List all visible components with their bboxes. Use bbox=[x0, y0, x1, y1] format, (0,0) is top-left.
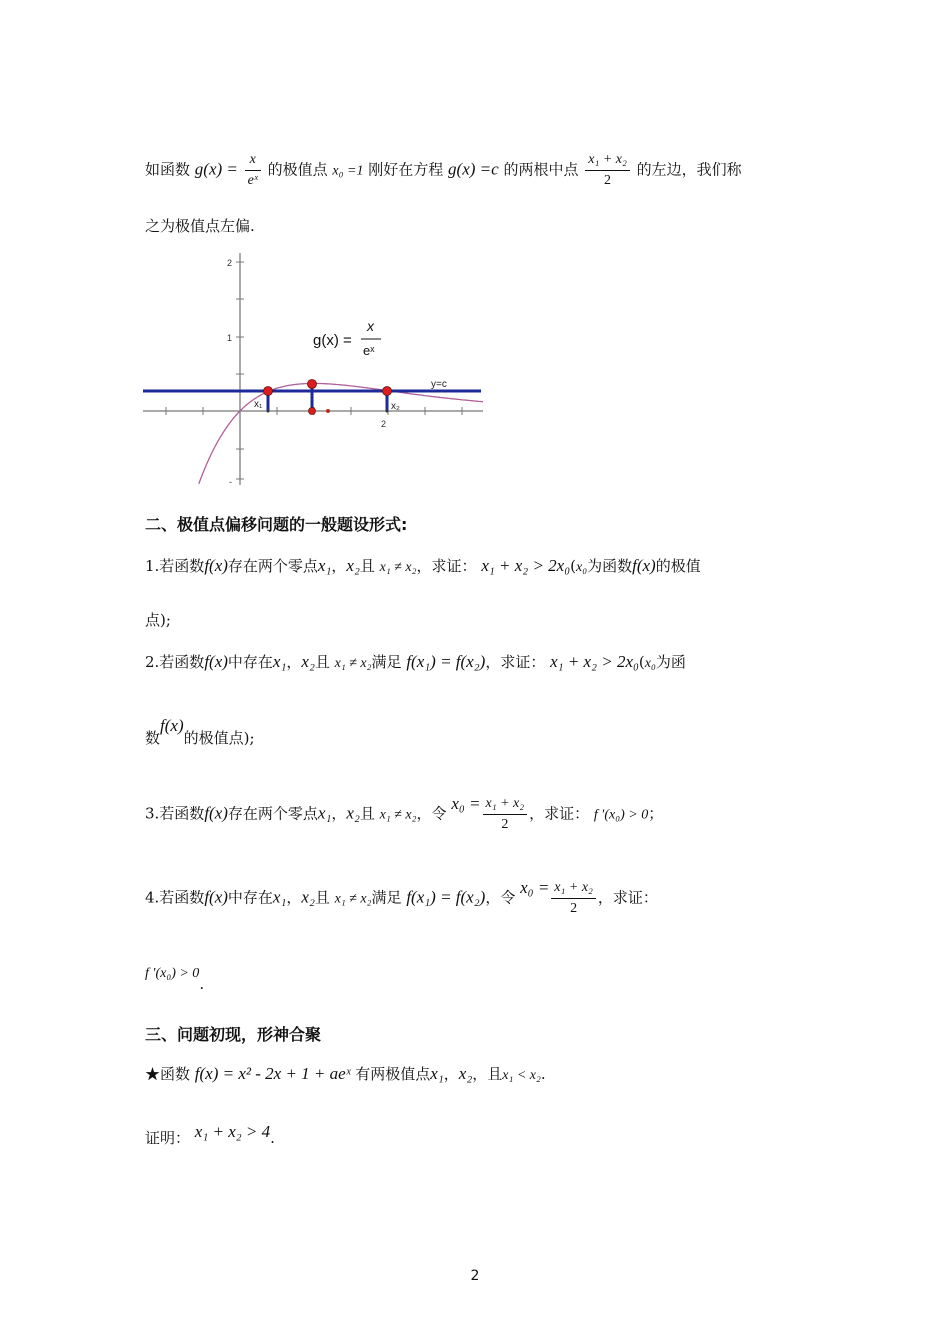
math: x₁ bbox=[317, 803, 332, 823]
curve-g bbox=[199, 383, 483, 484]
text: 满足 bbox=[371, 653, 402, 671]
math: x₀ bbox=[644, 656, 656, 671]
math: x₂ bbox=[301, 887, 315, 907]
point-max bbox=[308, 380, 317, 389]
text: 3.若函数 bbox=[145, 804, 205, 823]
page-number: 2 bbox=[470, 1268, 480, 1284]
frac-den: 2 bbox=[604, 173, 612, 188]
line-label: y=c bbox=[431, 379, 447, 390]
section2-heading: 二、极值点偏移问题的一般题设形式: bbox=[145, 515, 408, 534]
formula-den: eˣ bbox=[363, 343, 375, 358]
math: x₁ bbox=[317, 556, 332, 575]
math: x₀ = bbox=[520, 877, 550, 897]
text: ★函数 bbox=[145, 1065, 191, 1083]
fraction-x0 bbox=[551, 878, 596, 919]
math-gc: g(x) =c bbox=[448, 159, 499, 179]
text: ( bbox=[638, 653, 645, 671]
text: 存在两个零点 bbox=[227, 557, 318, 575]
problem-line bbox=[145, 1064, 546, 1086]
text: 为函数 bbox=[587, 557, 633, 575]
fraction-midpoint bbox=[585, 150, 630, 191]
frac-den: 2 bbox=[570, 901, 578, 916]
math: f ′(x₀) > 0 bbox=[593, 807, 649, 823]
text: 中存在 bbox=[227, 888, 273, 907]
text: 为函 bbox=[655, 653, 686, 671]
y-tick-label-1: 1 bbox=[227, 333, 233, 343]
item2-line1 bbox=[145, 652, 686, 674]
frac-num: x₁ + x₂ bbox=[585, 150, 630, 171]
graph-formula bbox=[313, 318, 381, 358]
math: f(x) bbox=[204, 556, 228, 575]
item3-line bbox=[145, 794, 663, 835]
math: x₂ bbox=[346, 556, 360, 575]
frac-num: x bbox=[245, 150, 261, 171]
math: f(x) bbox=[204, 652, 228, 671]
proof-line bbox=[145, 1122, 275, 1148]
point-midpoint bbox=[326, 409, 330, 413]
text: ， bbox=[331, 557, 347, 575]
math: x₂ bbox=[301, 652, 315, 671]
text: ，令 bbox=[416, 804, 447, 823]
text: 2.若函数 bbox=[145, 653, 205, 671]
formula-num: x bbox=[367, 318, 374, 334]
fraction-x-over-ex bbox=[245, 150, 261, 191]
text: ，令 bbox=[485, 888, 516, 907]
math: x₂ bbox=[458, 1064, 473, 1083]
x1-label: x₁ bbox=[254, 399, 263, 410]
text: 且 bbox=[359, 804, 375, 823]
text: 1.若函数 bbox=[145, 557, 205, 575]
text: 且 bbox=[359, 557, 375, 575]
text: 证明： bbox=[145, 1129, 191, 1147]
intro-line-1 bbox=[145, 150, 742, 191]
text: 的两根中点 bbox=[503, 160, 579, 179]
text: 且 bbox=[314, 653, 330, 671]
text: ， bbox=[286, 888, 302, 907]
text: 刚好在方程 bbox=[368, 160, 444, 179]
text: 有两极值点 bbox=[355, 1065, 431, 1083]
text: . bbox=[540, 1065, 546, 1083]
text: 的极值 bbox=[655, 557, 701, 575]
text: 数 bbox=[145, 729, 161, 747]
frac-den: eˣ bbox=[247, 173, 258, 188]
math: x₁ + x₂ > 2x₀ bbox=[550, 652, 639, 671]
text: . bbox=[270, 1129, 275, 1147]
text: 之为极值点左偏. bbox=[145, 217, 255, 235]
fraction-x0 bbox=[483, 794, 528, 835]
x-tick-label-2: 2 bbox=[381, 419, 387, 429]
math: x₁ ≠ x₂ bbox=[334, 891, 372, 907]
text: 且 bbox=[314, 888, 330, 907]
point-x2 bbox=[383, 387, 392, 396]
text: 如函数 bbox=[145, 160, 191, 179]
text: 4.若函数 bbox=[145, 888, 205, 907]
formula-lhs: g(x) = bbox=[313, 332, 352, 349]
text: . bbox=[199, 975, 205, 993]
item1-line2 bbox=[145, 610, 171, 630]
function-graph bbox=[143, 253, 483, 485]
text: ， bbox=[286, 653, 302, 671]
math: x₂ bbox=[346, 803, 360, 823]
math: f(x) bbox=[204, 887, 228, 907]
text: ； bbox=[648, 804, 664, 823]
math: f(x₁) = f(x₂) bbox=[406, 652, 486, 671]
point-x2-axis bbox=[386, 410, 389, 413]
text: ，求证： bbox=[529, 804, 590, 823]
math: x₁ ≠ x₂ bbox=[379, 807, 417, 823]
text: ，求证： bbox=[597, 888, 658, 907]
text: 满足 bbox=[371, 888, 402, 907]
text: 点); bbox=[145, 611, 171, 629]
math: x₁ + x₂ > 4 bbox=[194, 1122, 271, 1141]
text: 存在两个零点 bbox=[227, 804, 318, 823]
math: x₀ = bbox=[451, 793, 481, 813]
y-tick-label-neg: - bbox=[229, 477, 232, 485]
section3-heading: 三、问题初现，形神合聚 bbox=[145, 1025, 322, 1044]
x2-label: x₂ bbox=[391, 401, 400, 412]
math: x₁ bbox=[272, 652, 287, 671]
math: f(x₁) = f(x₂) bbox=[406, 887, 486, 907]
math: x₁ ≠ x₂ bbox=[379, 560, 417, 575]
item1-line1 bbox=[145, 556, 701, 578]
math-function: f(x) = x² - 2x + 1 + aeˣ bbox=[194, 1064, 351, 1083]
text: ，且 bbox=[472, 1065, 503, 1083]
math: x₀ bbox=[576, 560, 588, 575]
text: ，求证： bbox=[416, 557, 477, 575]
item4-line1 bbox=[145, 878, 658, 919]
text: ，求证： bbox=[485, 653, 546, 671]
math: x₁ < x₂ bbox=[502, 1068, 541, 1083]
frac-num: x₁ + x₂ bbox=[551, 878, 596, 899]
point-x1 bbox=[264, 387, 273, 396]
math: x₁ bbox=[272, 887, 287, 907]
frac-den: 2 bbox=[501, 817, 509, 832]
math: x₁ + x₂ > 2x₀ bbox=[481, 556, 571, 575]
point-x0-axis bbox=[309, 408, 316, 415]
item2-line2 bbox=[145, 716, 255, 748]
text: 的极值点 bbox=[267, 160, 328, 179]
text: 的左边，我们称 bbox=[636, 160, 742, 179]
math: f(x) bbox=[204, 803, 228, 823]
math: x₁ ≠ x₂ bbox=[334, 656, 372, 671]
math: f ′(x₀) > 0 bbox=[145, 966, 200, 981]
text: 的极值点); bbox=[183, 729, 255, 747]
text: 中存在 bbox=[227, 653, 273, 671]
item4-line2 bbox=[145, 962, 205, 993]
math-x0: x₀ =1 bbox=[332, 163, 364, 179]
text: ( bbox=[570, 557, 576, 575]
point-x1-axis bbox=[267, 410, 270, 413]
intro-line-2 bbox=[145, 216, 255, 236]
y-tick-label-2: 2 bbox=[227, 258, 233, 268]
math: f(x) bbox=[632, 556, 656, 575]
frac-num: x₁ + x₂ bbox=[483, 794, 528, 815]
math: x₁ bbox=[430, 1064, 444, 1083]
text: ， bbox=[443, 1065, 459, 1083]
text: ， bbox=[331, 804, 347, 823]
math: f(x) bbox=[160, 716, 184, 735]
math-g: g(x) = bbox=[194, 159, 238, 179]
